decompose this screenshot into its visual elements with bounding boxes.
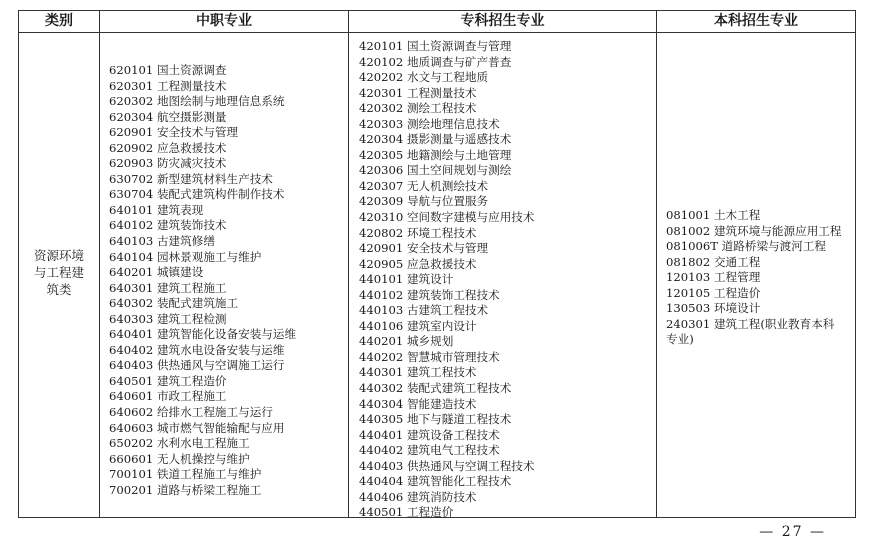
major-item: 630704 装配式建筑构件制作技术 (109, 187, 285, 202)
major-item: 专业) (666, 332, 694, 347)
table-header (19, 11, 855, 33)
category-line: 筑类 (46, 282, 72, 297)
secondary-major-list (109, 63, 296, 498)
major-item: 640301 建筑工程施工 (109, 280, 227, 295)
major-item: 440403 供热通风与空调工程技术 (359, 458, 535, 473)
major-item: 440103 古建筑工程技术 (359, 303, 489, 318)
major-item: 440402 建筑电气工程技术 (359, 443, 500, 458)
major-item: 420905 应急救援技术 (359, 256, 477, 271)
major-item: 700201 道路与桥梁工程施工 (109, 482, 262, 497)
major-item: 440304 智能建造技术 (359, 396, 477, 411)
major-item: 440102 建筑装饰工程技术 (359, 287, 500, 302)
category-cell (19, 247, 99, 298)
major-item: 620101 国土资源调查 (109, 63, 227, 77)
major-item: 620903 防灾减灾技术 (109, 156, 227, 171)
major-item: 120105 工程造价 (666, 285, 761, 300)
major-item: 660601 无人机操控与维护 (109, 451, 250, 466)
major-item: 620901 安全技术与管理 (109, 125, 239, 140)
major-item: 081001 土木工程 (666, 208, 761, 222)
major-item: 420307 无人机测绘技术 (359, 178, 489, 193)
major-item: 420310 空间数字建模与应用技术 (359, 210, 535, 225)
major-table (18, 10, 856, 518)
major-item: 081002 建筑环境与能源应用工程 (666, 223, 842, 238)
major-item: 640603 城市燃气智能输配与应用 (109, 420, 285, 435)
major-item: 440401 建筑设备工程技术 (359, 427, 500, 442)
major-item: 130503 环境设计 (666, 301, 761, 316)
major-item: 420302 测绘工程技术 (359, 101, 477, 116)
major-item: 240301 建筑工程(职业教育本科 (666, 316, 835, 331)
major-item: 440406 建筑消防技术 (359, 489, 477, 504)
header-junior-college: 专科招生专业 (460, 13, 545, 29)
major-item: 650202 水利水电工程施工 (109, 436, 250, 451)
major-item: 420303 测绘地理信息技术 (359, 116, 500, 131)
undergraduate-major-list (666, 208, 841, 348)
major-item: 081802 交通工程 (666, 254, 761, 269)
junior-college-major-list (359, 39, 534, 521)
major-item: 420306 国土空间规划与测绘 (359, 163, 512, 178)
major-item: 440501 工程造价 (359, 505, 454, 520)
major-item: 640303 建筑工程检测 (109, 311, 227, 326)
major-item: 640402 建筑水电设备安装与运维 (109, 342, 285, 357)
major-item: 640104 园林景观施工与维护 (109, 249, 262, 264)
major-item: 640501 建筑工程造价 (109, 373, 227, 388)
major-item: 420304 摄影测量与遥感技术 (359, 132, 512, 147)
major-item: 440404 建筑智能化工程技术 (359, 474, 512, 489)
column-divider (348, 11, 349, 517)
major-item: 630702 新型建筑材料生产技术 (109, 171, 273, 186)
major-item: 640103 古建筑修缮 (109, 234, 215, 249)
major-item: 420301 工程测量技术 (359, 85, 477, 100)
major-item: 440201 城乡规划 (359, 334, 454, 349)
major-item: 420101 国土资源调查与管理 (359, 39, 512, 53)
header-category: 类别 (45, 13, 73, 29)
major-item: 640403 供热通风与空调施工运行 (109, 358, 285, 373)
major-item: 120103 工程管理 (666, 270, 761, 285)
major-item: 420102 地质调查与矿产普查 (359, 54, 512, 69)
major-item: 640102 建筑装饰技术 (109, 218, 227, 233)
major-item: 640601 市政工程施工 (109, 389, 227, 404)
major-item: 420202 水文与工程地质 (359, 70, 489, 85)
major-item: 440302 装配式建筑工程技术 (359, 381, 512, 396)
major-item: 640401 建筑智能化设备安装与运维 (109, 327, 297, 342)
major-item: 640201 城镇建设 (109, 265, 204, 280)
column-divider (99, 11, 100, 517)
major-item: 620902 应急救援技术 (109, 140, 227, 155)
major-item: 440305 地下与隧道工程技术 (359, 412, 512, 427)
major-item: 620302 地图绘制与地理信息系统 (109, 94, 285, 109)
column-divider (656, 11, 657, 517)
major-item: 700101 铁道工程施工与维护 (109, 467, 262, 482)
header-undergraduate: 本科招生专业 (714, 13, 798, 29)
major-item: 440301 建筑工程技术 (359, 365, 477, 380)
major-item: 640302 装配式建筑施工 (109, 296, 239, 311)
major-item: 640602 给排水工程施工与运行 (109, 405, 273, 420)
category-line: 与工程建 (33, 265, 84, 280)
major-item: 440106 建筑室内设计 (359, 318, 477, 333)
major-item: 081006T 道路桥梁与渡河工程 (666, 239, 827, 254)
major-item: 420309 导航与位置服务 (359, 194, 489, 209)
major-item: 420305 地籍测绘与土地管理 (359, 147, 512, 162)
major-item: 620304 航空摄影测量 (109, 109, 227, 124)
major-item: 420901 安全技术与管理 (359, 241, 489, 256)
page-number: — 27 — (759, 524, 826, 540)
major-item: 420802 环境工程技术 (359, 225, 477, 240)
major-item: 440101 建筑设计 (359, 272, 454, 287)
header-secondary: 中职专业 (196, 13, 252, 29)
major-item: 640101 建筑表现 (109, 202, 204, 217)
major-item: 620301 工程测量技术 (109, 78, 227, 93)
category-line: 资源环境 (33, 248, 84, 263)
major-item: 440202 智慧城市管理技术 (359, 349, 500, 364)
